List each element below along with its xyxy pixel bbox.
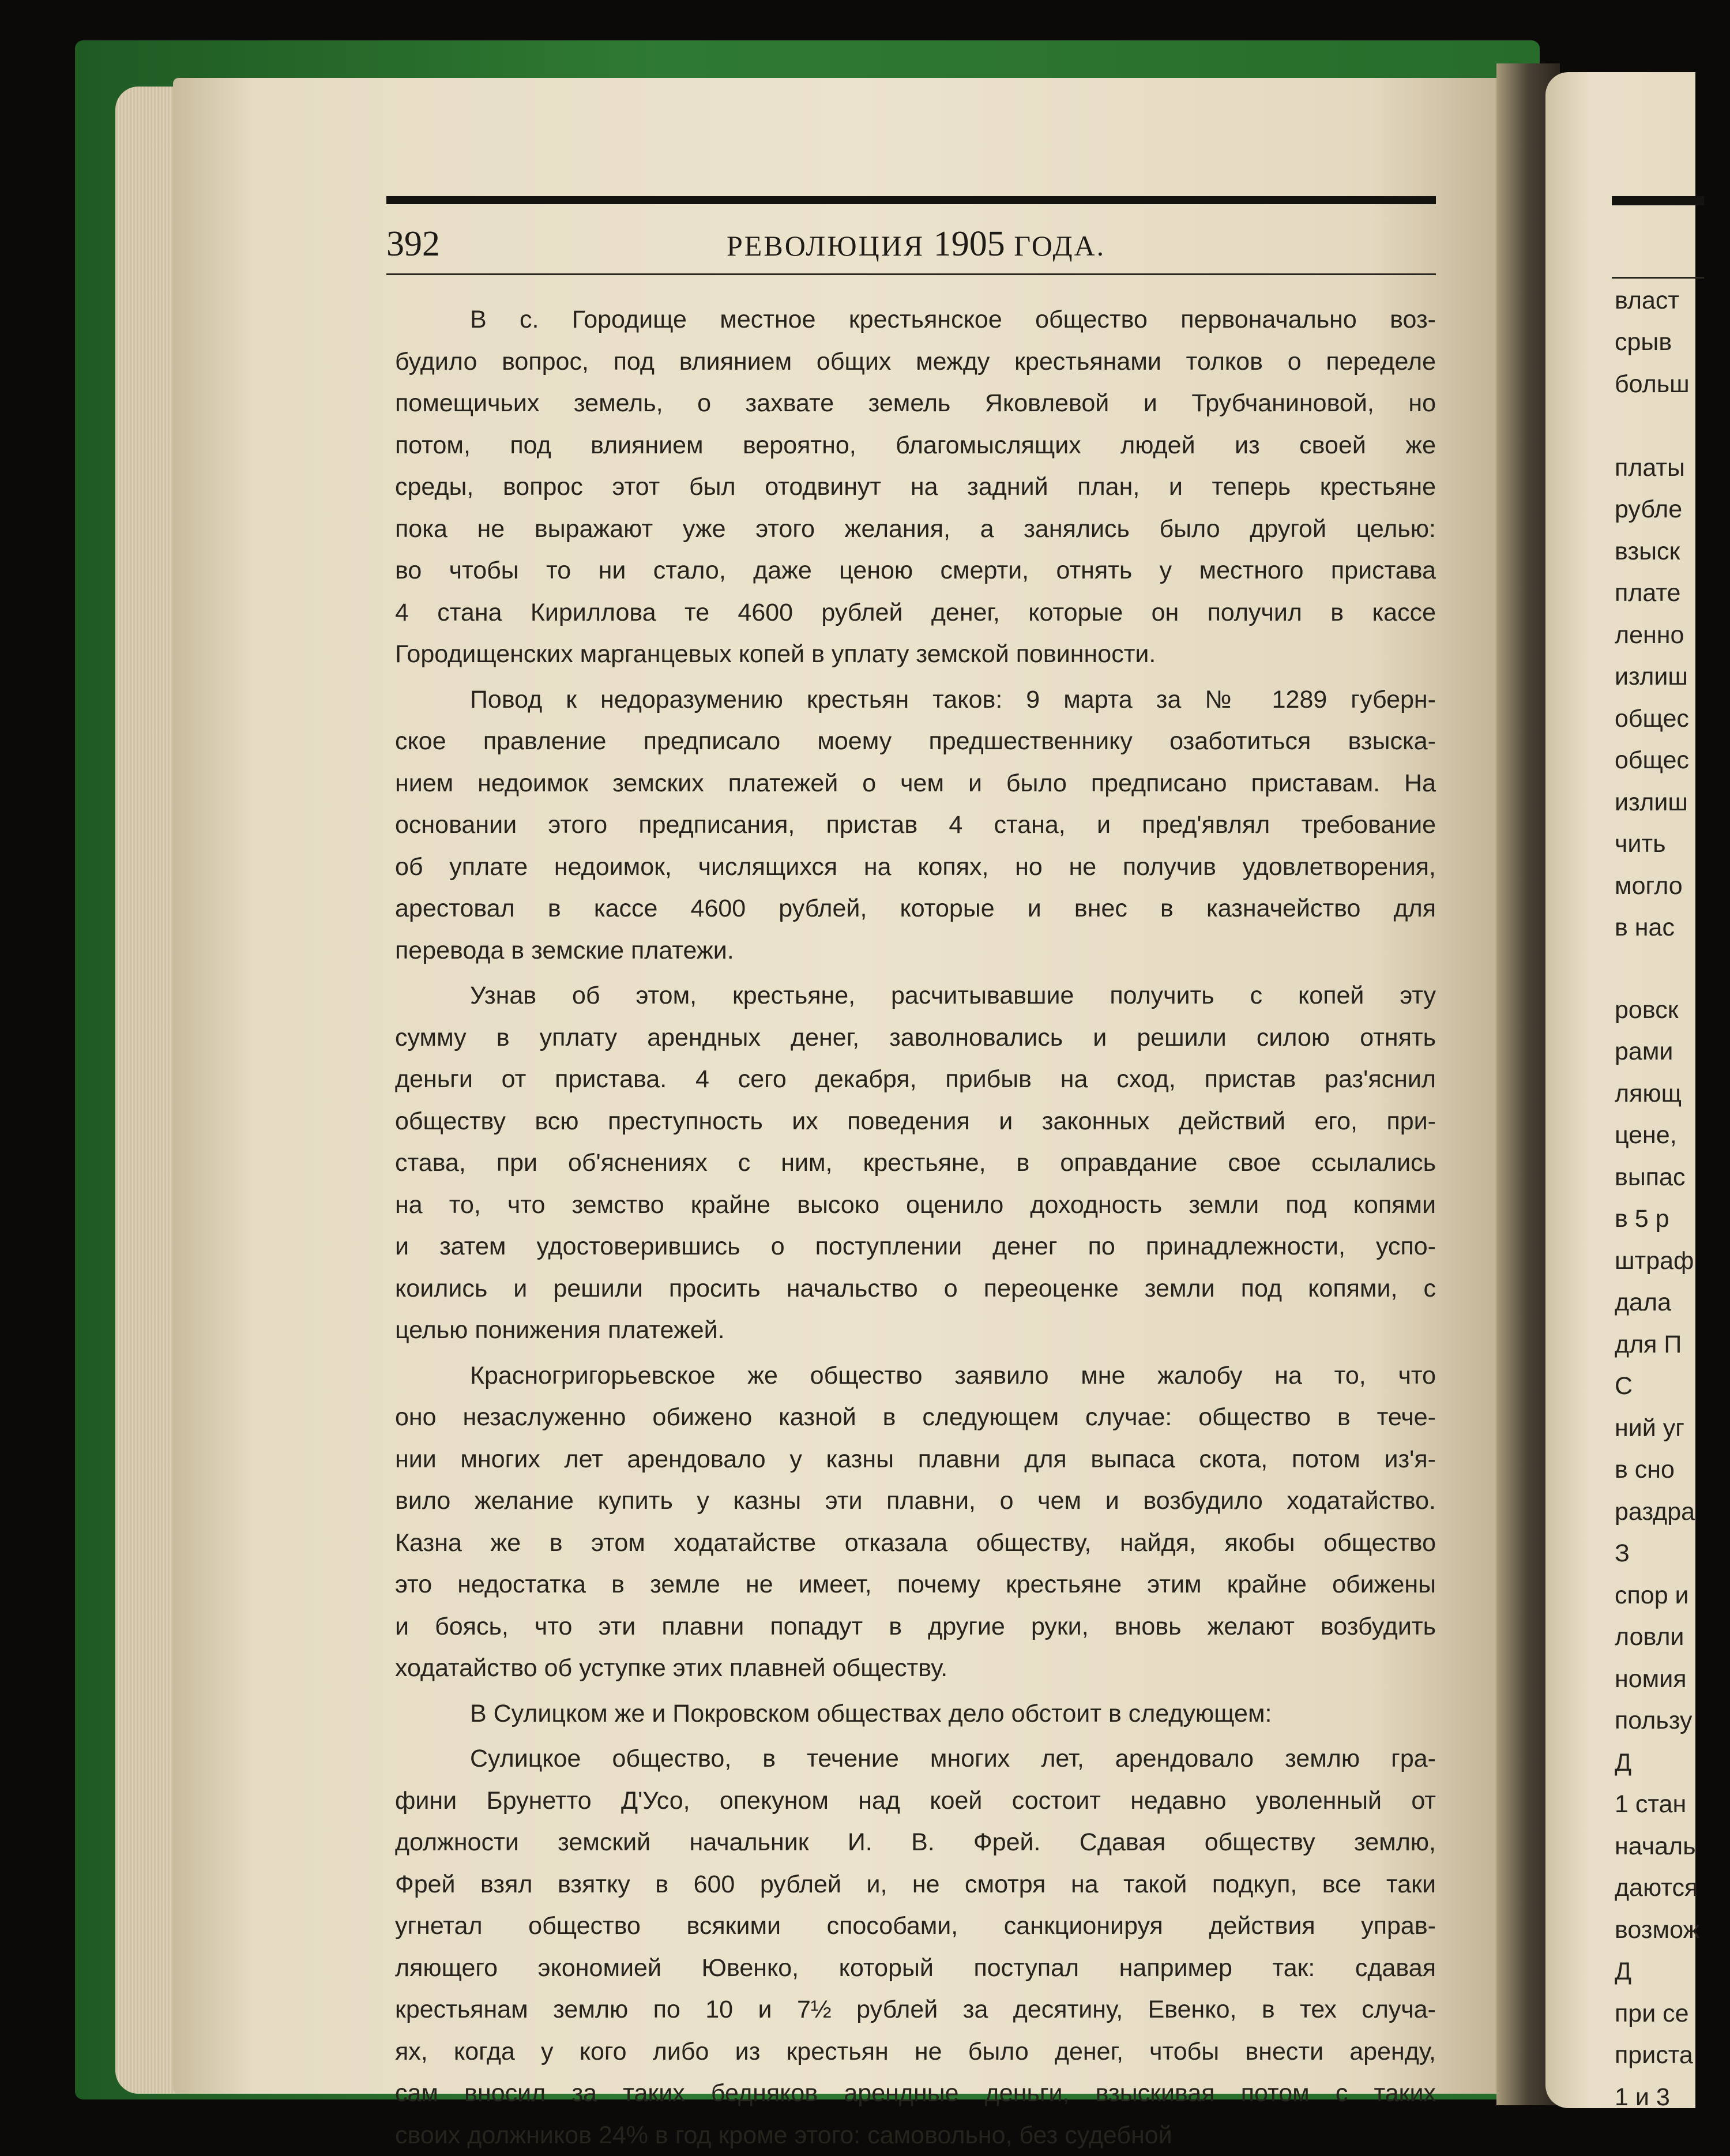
right-page-line: цене, bbox=[1615, 1114, 1677, 1156]
text-line: ское правление предписало моему предшественнику озаботиться взыска- bbox=[395, 720, 1436, 763]
text-line: на то, что земство крайне высоко оценило доходность земли под копями bbox=[395, 1184, 1436, 1226]
right-page-line: в сно bbox=[1615, 1449, 1675, 1491]
right-page-line: штраф bbox=[1615, 1240, 1694, 1282]
right-page-line: возмож bbox=[1615, 1909, 1699, 1951]
right-page-line: Д bbox=[1615, 1951, 1631, 1993]
text-line: В Сулицком же и Покровском обществах дело обстоит в следующем: bbox=[395, 1693, 1436, 1735]
text-line: обществу всю преступность их поведения и законных действий его, при- bbox=[395, 1100, 1436, 1143]
text-line: Сулицкое общество, в течение многих лет, арендовало землю гра- bbox=[395, 1738, 1436, 1780]
right-page-line: номия bbox=[1615, 1658, 1687, 1700]
right-page-line: для П bbox=[1615, 1324, 1682, 1366]
right-page-line: в нас bbox=[1615, 907, 1675, 949]
right-page-line: приста bbox=[1615, 2034, 1693, 2076]
right-page-line: рами bbox=[1615, 1031, 1673, 1073]
right-page-line: больш bbox=[1615, 363, 1690, 405]
text-line: основании этого предписания, пристав 4 стана, и пред'являл требование bbox=[395, 804, 1436, 846]
header-top-rule bbox=[386, 196, 1436, 204]
text-line: Казна же в этом ходатайстве отказала обществу, найдя, якобы общество bbox=[395, 1522, 1436, 1564]
text-line: ходатайство об уступке этих плавней обществу. bbox=[395, 1647, 1436, 1689]
text-line: потом, под влиянием вероятно, благомыслящих людей из своей же bbox=[395, 425, 1436, 467]
text-line: целью понижения платежей. bbox=[395, 1309, 1436, 1351]
header-bottom-rule bbox=[386, 273, 1436, 275]
right-page-line: в 5 р bbox=[1615, 1198, 1669, 1240]
right-page-line: Д bbox=[1615, 1742, 1631, 1784]
text-line: и затем удостоверившись о поступлении денег по принадлежности, успо- bbox=[395, 1226, 1436, 1268]
text-line: фини Брунетто Д'Усо, опекуном над коей состоит недавно уволенный от bbox=[395, 1780, 1436, 1822]
text-line: 4 стана Кириллова те 4600 рублей денег, которые он получил в кассе bbox=[395, 592, 1436, 634]
text-line: помещичьих земель, о захвате земель Яковлевой и Трубчаниновой, но bbox=[395, 382, 1436, 425]
text-line: ях, когда у кого либо из крестьян не было денег, чтобы внести аренду, bbox=[395, 2031, 1436, 2073]
right-page-line: могло bbox=[1615, 865, 1683, 907]
right-page-line: З bbox=[1615, 1533, 1630, 1575]
right-page-top-rule bbox=[1612, 196, 1704, 205]
running-title-year: 1905 bbox=[934, 224, 1005, 264]
right-page-line: срыв bbox=[1615, 321, 1672, 363]
right-page bbox=[1545, 72, 1695, 2108]
text-line: ляющего экономией Ювенко, который поступал например так: сдавая bbox=[395, 1947, 1436, 1989]
text-line: среды, вопрос этот был отодвинут на задний план, и теперь крестьяне bbox=[395, 466, 1436, 508]
text-line: Фрей взял взятку в 600 рублей и, не смотря на такой подкуп, все таки bbox=[395, 1864, 1436, 1906]
right-page-line: взыск bbox=[1615, 531, 1680, 573]
right-page-line: власт bbox=[1615, 280, 1679, 322]
text-line: нии многих лет арендовало у казны плавни для выпаса скота, потом из'я- bbox=[395, 1438, 1436, 1481]
text-line: арестовал в кассе 4600 рублей, которые и внес в казначейство для bbox=[395, 888, 1436, 930]
running-title-pre: РЕВОЛЮЦИЯ bbox=[727, 230, 934, 262]
right-page-line: общес bbox=[1615, 698, 1689, 740]
page-number: 392 bbox=[386, 224, 440, 265]
right-page-line: плате bbox=[1615, 572, 1680, 614]
right-page-line: общес bbox=[1615, 739, 1689, 782]
text-line: своих должников 24% в год кроме этого: самовольно, без судебной bbox=[395, 2114, 1436, 2156]
body-text bbox=[395, 299, 1436, 2156]
right-page-line: выпас bbox=[1615, 1156, 1685, 1199]
text-line: Узнав об этом, крестьяне, расчитывавшие получить с копей эту bbox=[395, 975, 1436, 1017]
right-page-line: С bbox=[1615, 1365, 1633, 1407]
text-line: угнетал общество всякими способами, санкционируя действия управ- bbox=[395, 1905, 1436, 1947]
text-line: это недостатка в земле не имеет, почему крестьяне этим крайне обижены bbox=[395, 1564, 1436, 1606]
text-line: коились и решили просить начальство о переоценке земли под копями, с bbox=[395, 1268, 1436, 1310]
right-page-line: платы bbox=[1615, 447, 1685, 489]
right-page-line: раздра bbox=[1615, 1491, 1695, 1533]
text-line: и боясь, что эти плавни попадут в другие руки, вновь желают возбудить bbox=[395, 1606, 1436, 1648]
text-line: деньги от пристава. 4 сего декабря, прибыв на сход, пристав раз'яснил bbox=[395, 1058, 1436, 1100]
right-page-line: ний уг bbox=[1615, 1407, 1684, 1449]
right-page-line: ровск bbox=[1615, 989, 1679, 1031]
right-page-line: излиш bbox=[1615, 656, 1688, 698]
right-page-line: ловли bbox=[1615, 1616, 1684, 1658]
right-page-line: при се bbox=[1615, 1993, 1689, 2035]
text-line: сам вносил за таких бедняков арендные деньги, взыскивая потом с таких bbox=[395, 2072, 1436, 2114]
text-line: об уплате недоимок, числящихся на копях, но не получив удовлетворения, bbox=[395, 846, 1436, 888]
running-title bbox=[727, 224, 1105, 265]
text-line: пока не выражают уже этого желания, а занялись было другой целью: bbox=[395, 508, 1436, 550]
right-page-line: дала bbox=[1615, 1282, 1671, 1324]
right-page-line: началь bbox=[1615, 1826, 1696, 1868]
text-line: Повод к недоразумению крестьян таков: 9 марта за № 1289 губерн- bbox=[395, 679, 1436, 721]
right-page-header-rule bbox=[1612, 277, 1704, 279]
text-line: будило вопрос, под влиянием общих между крестьянами толков о переделе bbox=[395, 341, 1436, 383]
right-page-line: излиш bbox=[1615, 782, 1688, 824]
text-line: перевода в земские платежи. bbox=[395, 930, 1436, 972]
text-line: крестьянам землю по 10 и 7½ рублей за десятину, Евенко, в тех случа- bbox=[395, 1989, 1436, 2031]
text-line: во чтобы то ни стало, даже ценою смерти, отнять у местного пристава bbox=[395, 550, 1436, 592]
right-page-line: рубле bbox=[1615, 489, 1682, 531]
text-line: оно незаслуженно обижено казной в следующем случае: общество в тече- bbox=[395, 1396, 1436, 1438]
right-page-line: чить bbox=[1615, 823, 1666, 865]
text-line: нием недоимок земских платежей о чем и было предписано приставам. На bbox=[395, 763, 1436, 805]
right-page-line: 1 и 3 bbox=[1615, 2076, 1670, 2119]
text-line: Городищенских марганцевых копей в уплату земской повинности. bbox=[395, 633, 1436, 675]
right-page-line: ленно bbox=[1615, 614, 1684, 656]
right-page-line: пользу bbox=[1615, 1700, 1692, 1742]
text-line: вило желание купить у казны эти плавни, о чем и возбудило ходатайство. bbox=[395, 1480, 1436, 1522]
text-line: должности земский начальник И. В. Фрей. Сдавая обществу землю, bbox=[395, 1821, 1436, 1864]
text-line: сумму в уплату арендных денег, заволновались и решили силою отнять bbox=[395, 1017, 1436, 1059]
text-line: В с. Городище местное крестьянское общество первоначально воз- bbox=[395, 299, 1436, 341]
right-page-line: ляющ bbox=[1615, 1073, 1682, 1115]
text-line: Красногригорьевское же общество заявило мне жалобу на то, что bbox=[395, 1355, 1436, 1397]
right-page-line: 1 стан bbox=[1615, 1783, 1686, 1826]
running-title-post: ГОДА. bbox=[1005, 230, 1106, 262]
text-line: става, при об'яснениях с ним, крестьяне, в оправдание свое ссылались bbox=[395, 1142, 1436, 1184]
right-page-line: спор и bbox=[1615, 1575, 1689, 1617]
right-page-line: даются bbox=[1615, 1867, 1698, 1909]
